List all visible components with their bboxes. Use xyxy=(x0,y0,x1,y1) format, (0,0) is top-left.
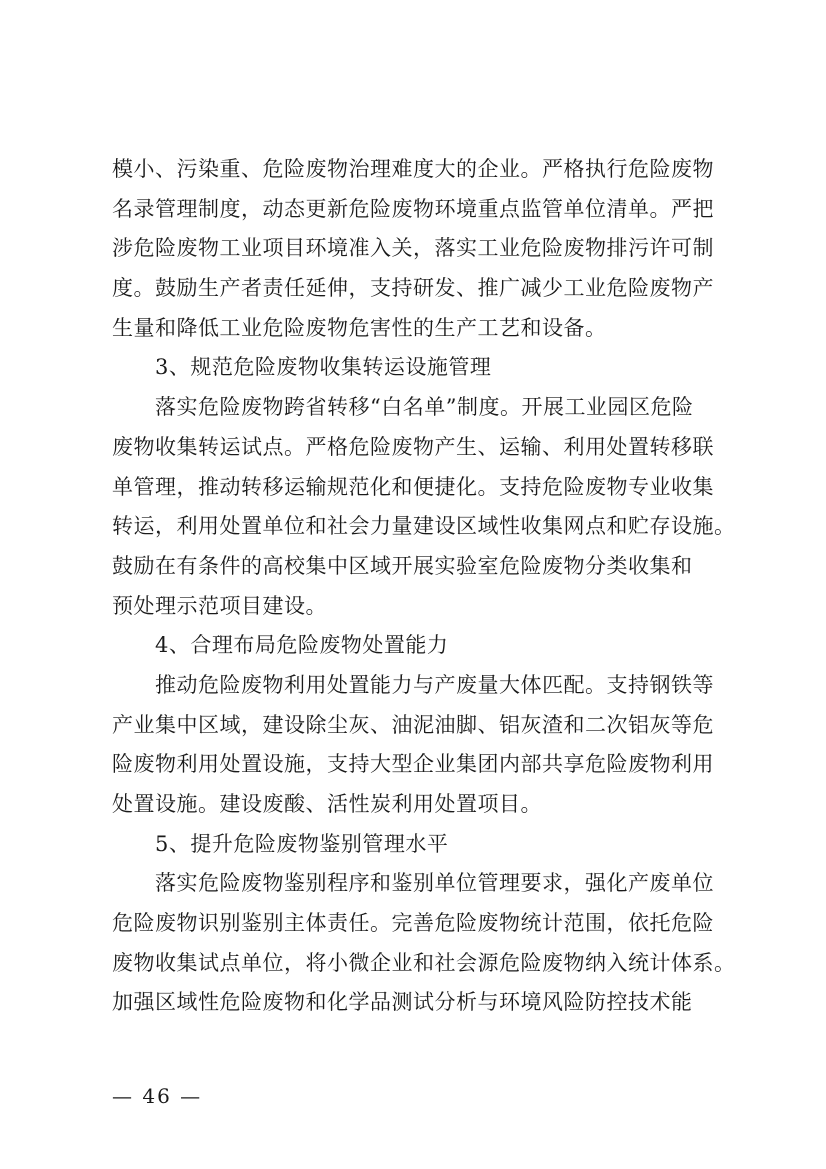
body-text-line: 产业集中区域，建设除尘灰、油泥油脚、铝灰渣和二次铝灰等危 xyxy=(112,712,714,737)
body-text-line: 鼓励在有条件的高校集中区域开展实验室危险废物分类收集和 xyxy=(112,553,693,578)
body-text-line: 涉危险废物工业项目环境准入关，落实工业危险废物排污许可制 xyxy=(112,236,714,261)
body-text-line: 加强区域性危险废物和化学品测试分析与环境风险防控技术能 xyxy=(112,990,693,1015)
body-text-line: 险废物利用处置设施，支持大型企业集团内部共享危险废物利用 xyxy=(112,752,714,777)
body-text-line: 处置设施。建设废酸、活性炭利用处置项目。 xyxy=(112,792,542,816)
body-text-line: 推动危险废物利用处置能力与产废量大体匹配。支持钢铁等 xyxy=(155,672,714,697)
body-text-line: 废物收集转运试点。严格危险废物产生、运输、利用处置转移联 xyxy=(112,434,714,459)
section-heading-5: 5、提升危险废物鉴别管理水平 xyxy=(155,831,449,856)
body-text-line: 名录管理制度，动态更新危险废物环境重点监管单位清单。严把 xyxy=(112,196,714,221)
section-heading-3: 3、规范危险废物收集转运设施管理 xyxy=(155,355,492,380)
body-text-line: 危险废物识别鉴别主体责任。完善危险废物统计范围，依托危险 xyxy=(112,911,714,936)
body-text-line: 预处理示范项目建设。 xyxy=(112,593,327,618)
body-text-line: 废物收集试点单位，将小微企业和社会源危险废物纳入统计体系。 xyxy=(112,950,736,975)
body-text-line: 模小、污染重、危险废物治理难度大的企业。严格执行危险废物 xyxy=(112,157,714,181)
body-text-line: 生量和降低工业危险废物危害性的生产工艺和设备。 xyxy=(112,315,607,340)
body-text-line: 单管理，推动转移运输规范化和便捷化。支持危险废物专业收集 xyxy=(112,474,714,499)
page-number: — 46 — xyxy=(112,1084,203,1108)
body-text-line: 落实危险废物鉴别程序和鉴别单位管理要求，强化产废单位 xyxy=(155,871,714,896)
section-heading-4: 4、合理布局危险废物处置能力 xyxy=(155,633,449,658)
body-text-line: 度。鼓励生产者责任延伸，支持研发、推广减少工业危险废物产 xyxy=(112,276,714,301)
document-body xyxy=(112,150,752,1023)
body-text-line: 落实危险废物跨省转移“白名单”制度。开展工业园区危险 xyxy=(155,395,694,420)
body-text-line: 转运，利用处置单位和社会力量建设区域性收集网点和贮存设施。 xyxy=(112,514,736,539)
